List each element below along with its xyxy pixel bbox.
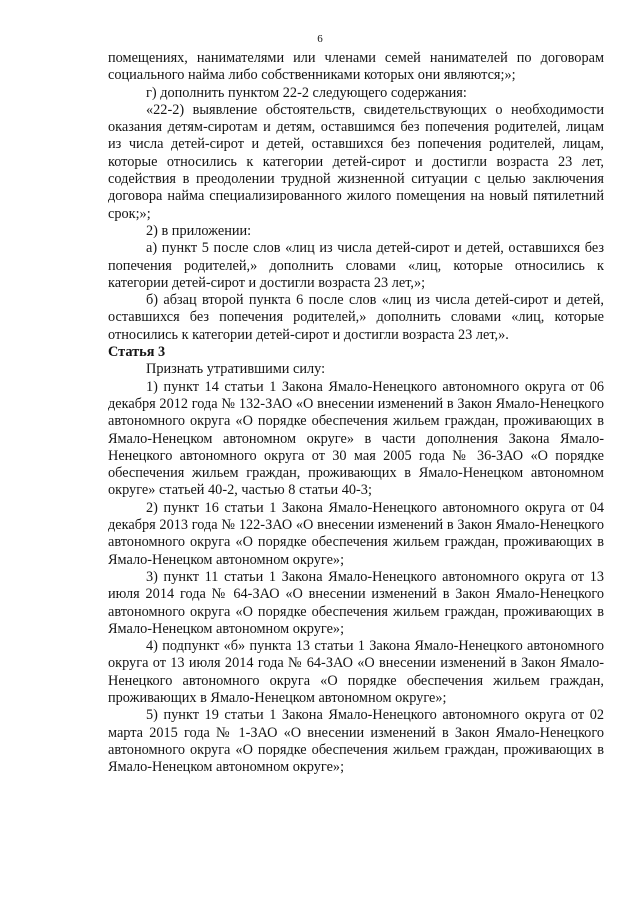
article-item-3: 3) пункт 11 статьи 1 Закона Ямало-Ненецкого автономного округа от 13 июля 2014 года № 64-ЗАО «О внесении изменений в Закон Ямало-Ненецкого автономного округа «О порядке обеспечения жильем граждан, проживающих в Ямало-Ненецком автономном округе»; (108, 568, 604, 637)
paragraph-continuation: помещениях, нанимателями или членами семей нанимателей по договорам социального найма либо собственниками которых они являются;»; (108, 50, 604, 84)
article-heading: Статья 3 (108, 344, 166, 361)
paragraph-item-22-2: «22-2) выявление обстоятельств, свидетельствующих о необходимости оказания детям-сиротам и детям, оставшимся без попечения родителей, лицам из числа детей-сирот и детей, оставшихся без попечения родителей, лицам, которые относились к категории детей-сирот и достигли возраста 23 лет, содействия в преодолении трудной жизненной ситуации с целью заключения договора найма специализированного жилого помещения на новый пятилетний срок;»; (108, 101, 604, 222)
paragraph-amendment-g: г) дополнить пунктом 22-2 следующего содержания: (146, 84, 467, 101)
article-item-1: 1) пункт 14 статьи 1 Закона Ямало-Ненецкого автономного округа от 06 декабря 2012 года № 132-ЗАО «О внесении изменений в Закон Ямало-Ненецкого автономного округа «О порядке обеспечения жильем граждан, проживающих в Ямало-Ненецком автономном округе» в части дополнения Закона Ямало-Ненецкого автономного округа от 30 мая 2005 года № 36-ЗАО «О порядке обеспечения жильем граждан, проживающих в Ямало-Ненецком автономном округе» статьей 40-2, частью 8 статьи 40-3; (108, 378, 604, 499)
article-item-4: 4) подпункт «б» пункта 13 статьи 1 Закона Ямало-Ненецкого автономного округа от 13 июля 2014 года № 64-ЗАО «О внесении изменений в Закон Ямало-Ненецкого автономного округа «О порядке обеспечения жильем граждан, проживающих в Ямало-Ненецком автономном округе»; (108, 638, 604, 706)
paragraph-appendix-a: а) пункт 5 после слов «лиц из числа детей-сирот и детей, оставшихся без попечения родителей,» дополнить словами «лиц, которые относились к категории детей-сирот и достигли возраста 23 лет,»; (108, 240, 604, 291)
article-item-2: 2) пункт 16 статьи 1 Закона Ямало-Ненецкого автономного округа от 04 декабря 2013 года № 122-ЗАО «О внесении изменений в Закон Ямало-Ненецкого автономного округа «О порядке обеспечения жильем граждан, проживающих в Ямало-Ненецком автономном округе»; (108, 499, 604, 568)
page-number: 6 (317, 33, 323, 45)
document-body (108, 50, 604, 776)
article-item-5: 5) пункт 19 статьи 1 Закона Ямало-Ненецкого автономного округа от 02 марта 2015 года № 1-ЗАО «О внесении изменений в Закон Ямало-Ненецкого автономного округа «О порядке обеспечения жильем граждан, проживающих в Ямало-Ненецком автономном округе»; (108, 707, 604, 776)
paragraph-appendix: 2) в приложении: (146, 222, 252, 239)
article-intro: Признать утратившими силу: (146, 361, 326, 378)
paragraph-appendix-b: б) абзац второй пункта 6 после слов «лиц из числа детей-сирот и детей, оставшихся без попечения родителей,» дополнить словами «лиц, которые относились к категории детей-сирот и достигли возраста 23 лет,». (108, 292, 604, 343)
